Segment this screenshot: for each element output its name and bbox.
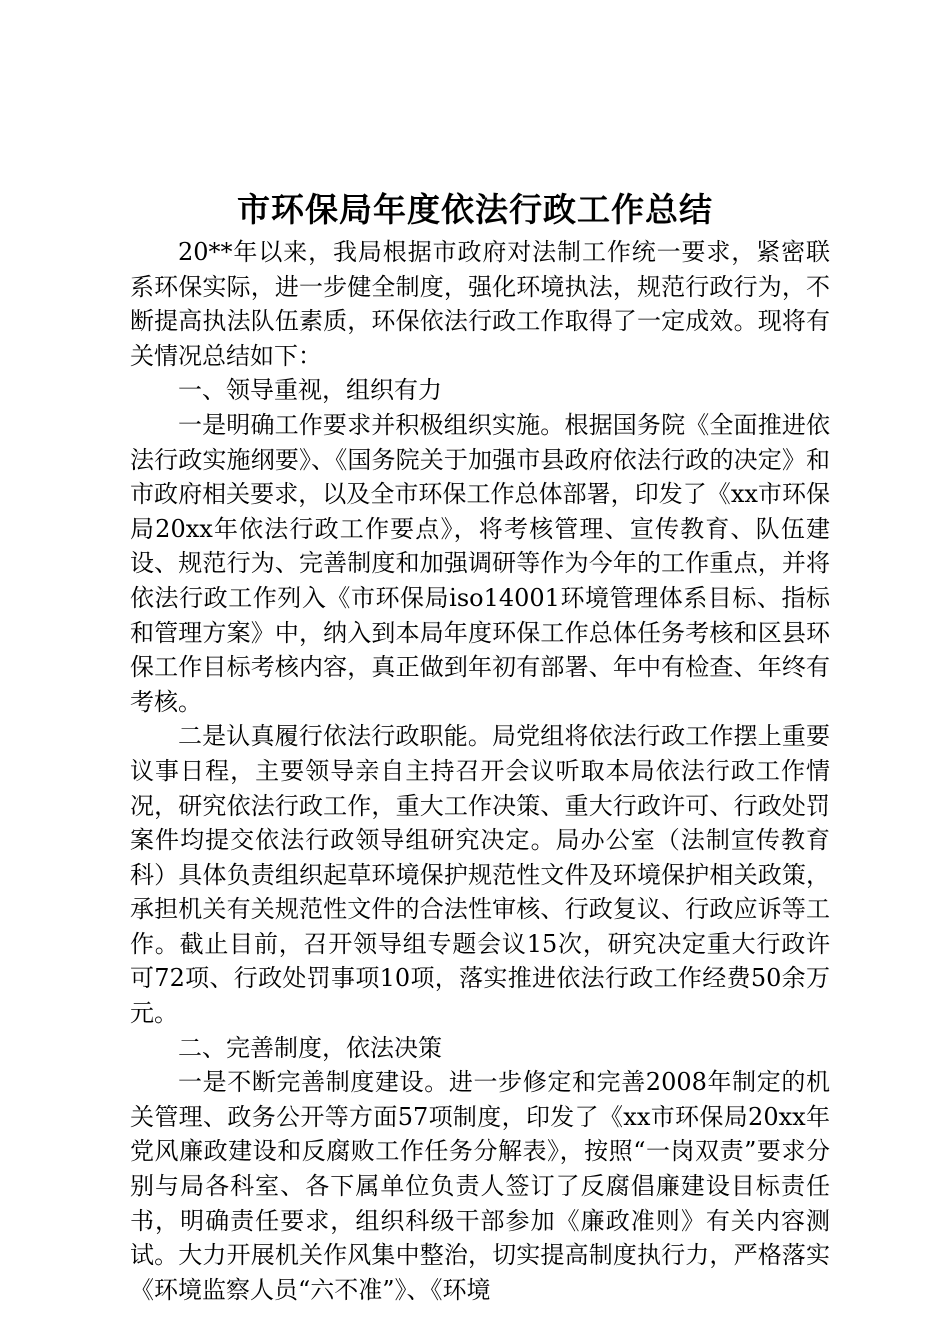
document-body [130,235,830,1307]
body-paragraph: 一是明确工作要求并积极组织实施。根据国务院《全面推进依法行政实施纲要》、《国务院关于加强市县政府依法行政的决定》和市政府相关要求，以及全市环保工作总体部署，印发了《xx市环保局20xx年依法行政工作要点》，将考核管理、宣传教育、队伍建设、规范行为、完善制度和加强调研等作为今年的工作重点，并将依法行政工作列入《市环保局iso14001环境管理体系目标、指标和管理方案》中，纳入到本局年度环保工作总体任务考核和区县环保工作目标考核内容，真正做到年初有部署、年中有检查、年终有考核。 [130,410,830,716]
section-heading-2: 二、完善制度，依法决策 [178,1033,442,1062]
body-paragraph: 二是认真履行依法行政职能。局党组将依法行政工作摆上重要议事日程，主要领导亲自主持召开会议听取本局依法行政工作情况，研究依法行政工作，重大工作决策、重大行政许可、行政处罚案件均提交依法行政领导组研究决定。局办公室（法制宣传教育科）具体负责组织起草环境保护规范性文件及环境保护相关政策，承担机关有关规范性文件的合法性审核、行政复议、行政应诉等工作。截止目前，召开领导组专题会议15次，研究决定重大行政许可72项、行政处罚事项10项，落实推进依法行政工作经费50余万元。 [130,722,830,1028]
section-heading-1: 一、领导重视，组织有力 [178,376,442,405]
body-paragraph: 一是不断完善制度建设。进一步修定和完善2008年制定的机关管理、政务公开等方面57项制度，印发了《xx市环保局20xx年党风廉政建设和反腐败工作任务分解表》，按照“一岗双责”要求分别与局各科室、各下属单位负责人签订了反腐倡廉建设目标责任书，明确责任要求，组织科级干部参加《廉政准则》有关内容测试。大力开展机关作风集中整治，切实提高制度执行力，严格落实《环境监察人员“六不准”》、《环境 [130,1068,830,1304]
intro-paragraph: 20**年以来，我局根据市政府对法制工作统一要求，紧密联系环保实际，进一步健全制度，强化环境执法，规范行政行为，不断提高执法队伍素质，环保依法行政工作取得了一定成效。现将有关情况总结如下： [130,238,830,370]
document-title: 市环保局年度依法行政工作总结 [237,190,713,229]
